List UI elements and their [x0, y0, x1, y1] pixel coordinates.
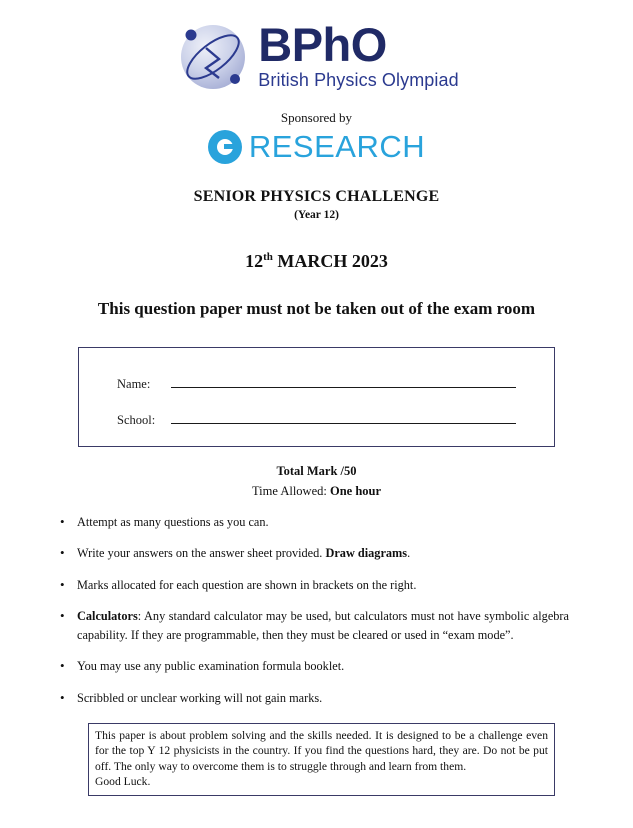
- sponsor-logo: [0, 130, 633, 164]
- sponsored-by-label: Sponsored by: [280, 110, 353, 125]
- exam-date-month-year: MARCH 2023: [272, 251, 388, 271]
- instruction-text: Scribbled or unclear working will not gain marks.: [77, 690, 323, 705]
- list-item: [56, 657, 569, 675]
- time-allowed-value: One hour: [329, 484, 382, 498]
- exam-date-day: 12: [245, 251, 264, 271]
- g-research-logo-icon: [208, 130, 242, 164]
- instruction-text: Attempt as many questions as you can.: [77, 515, 269, 529]
- list-item: [56, 607, 569, 644]
- name-label: Name:: [117, 377, 151, 391]
- name-input[interactable]: [171, 376, 516, 388]
- instruction-text: Write your answers on the answer sheet provided.: [77, 546, 326, 561]
- bpho-logo-text: [258, 18, 458, 90]
- list-item: [56, 576, 569, 594]
- time-allowed: [0, 484, 633, 499]
- list-item: [56, 544, 569, 562]
- candidate-details-box: [78, 347, 555, 447]
- instructions-list: [56, 513, 569, 707]
- exam-date-ordinal: th: [263, 251, 273, 263]
- bpho-logo: [0, 18, 633, 96]
- instruction-text: You may use any public examination formula booklet.: [77, 659, 345, 674]
- note-last-line: Good Luck.: [95, 775, 151, 789]
- bpho-subtitle: British Physics Olympiad: [258, 70, 459, 90]
- bpho-wordmark: BPhO: [258, 18, 387, 71]
- school-label: School:: [117, 413, 156, 427]
- bpho-atom-logo-icon: [174, 18, 252, 96]
- name-row: [117, 376, 554, 392]
- instruction-text: Marks allocated for each question are shown in brackets on the right.: [77, 577, 417, 592]
- school-row: [117, 412, 554, 428]
- list-item: [56, 513, 569, 531]
- list-item: [56, 689, 569, 707]
- school-input[interactable]: [171, 412, 516, 424]
- instruction-text-tail: .: [407, 546, 411, 561]
- instruction-emphasis: Draw diagrams: [325, 546, 408, 561]
- exam-date: [0, 251, 633, 272]
- instruction-emphasis: Calculators: [77, 609, 138, 624]
- exam-room-notice: This question paper must not be taken out of the exam room: [97, 299, 536, 318]
- encouragement-note-box: [88, 723, 555, 796]
- year-group-label: (Year 12): [294, 209, 339, 221]
- time-allowed-label: Time Allowed:: [251, 484, 330, 498]
- instruction-text: : Any standard calculator may be used, but calculators must not have symbolic algebra capability. If they are programmable, then they must be cleared or used in “exam mode”.: [77, 609, 569, 642]
- note-paragraph: This paper is about problem solving and the skills needed. It is designed to be a challenge even for the top Y 12 physicists in the country. If you find the questions hard, they are. Do not be put off. The only way to overcome them is to struggle through and learn from them.: [95, 729, 548, 773]
- total-mark-label: Total Mark /50: [276, 464, 357, 478]
- sponsor-name: RESEARCH: [248, 129, 426, 164]
- page-title: SENIOR PHYSICS CHALLENGE: [193, 188, 440, 205]
